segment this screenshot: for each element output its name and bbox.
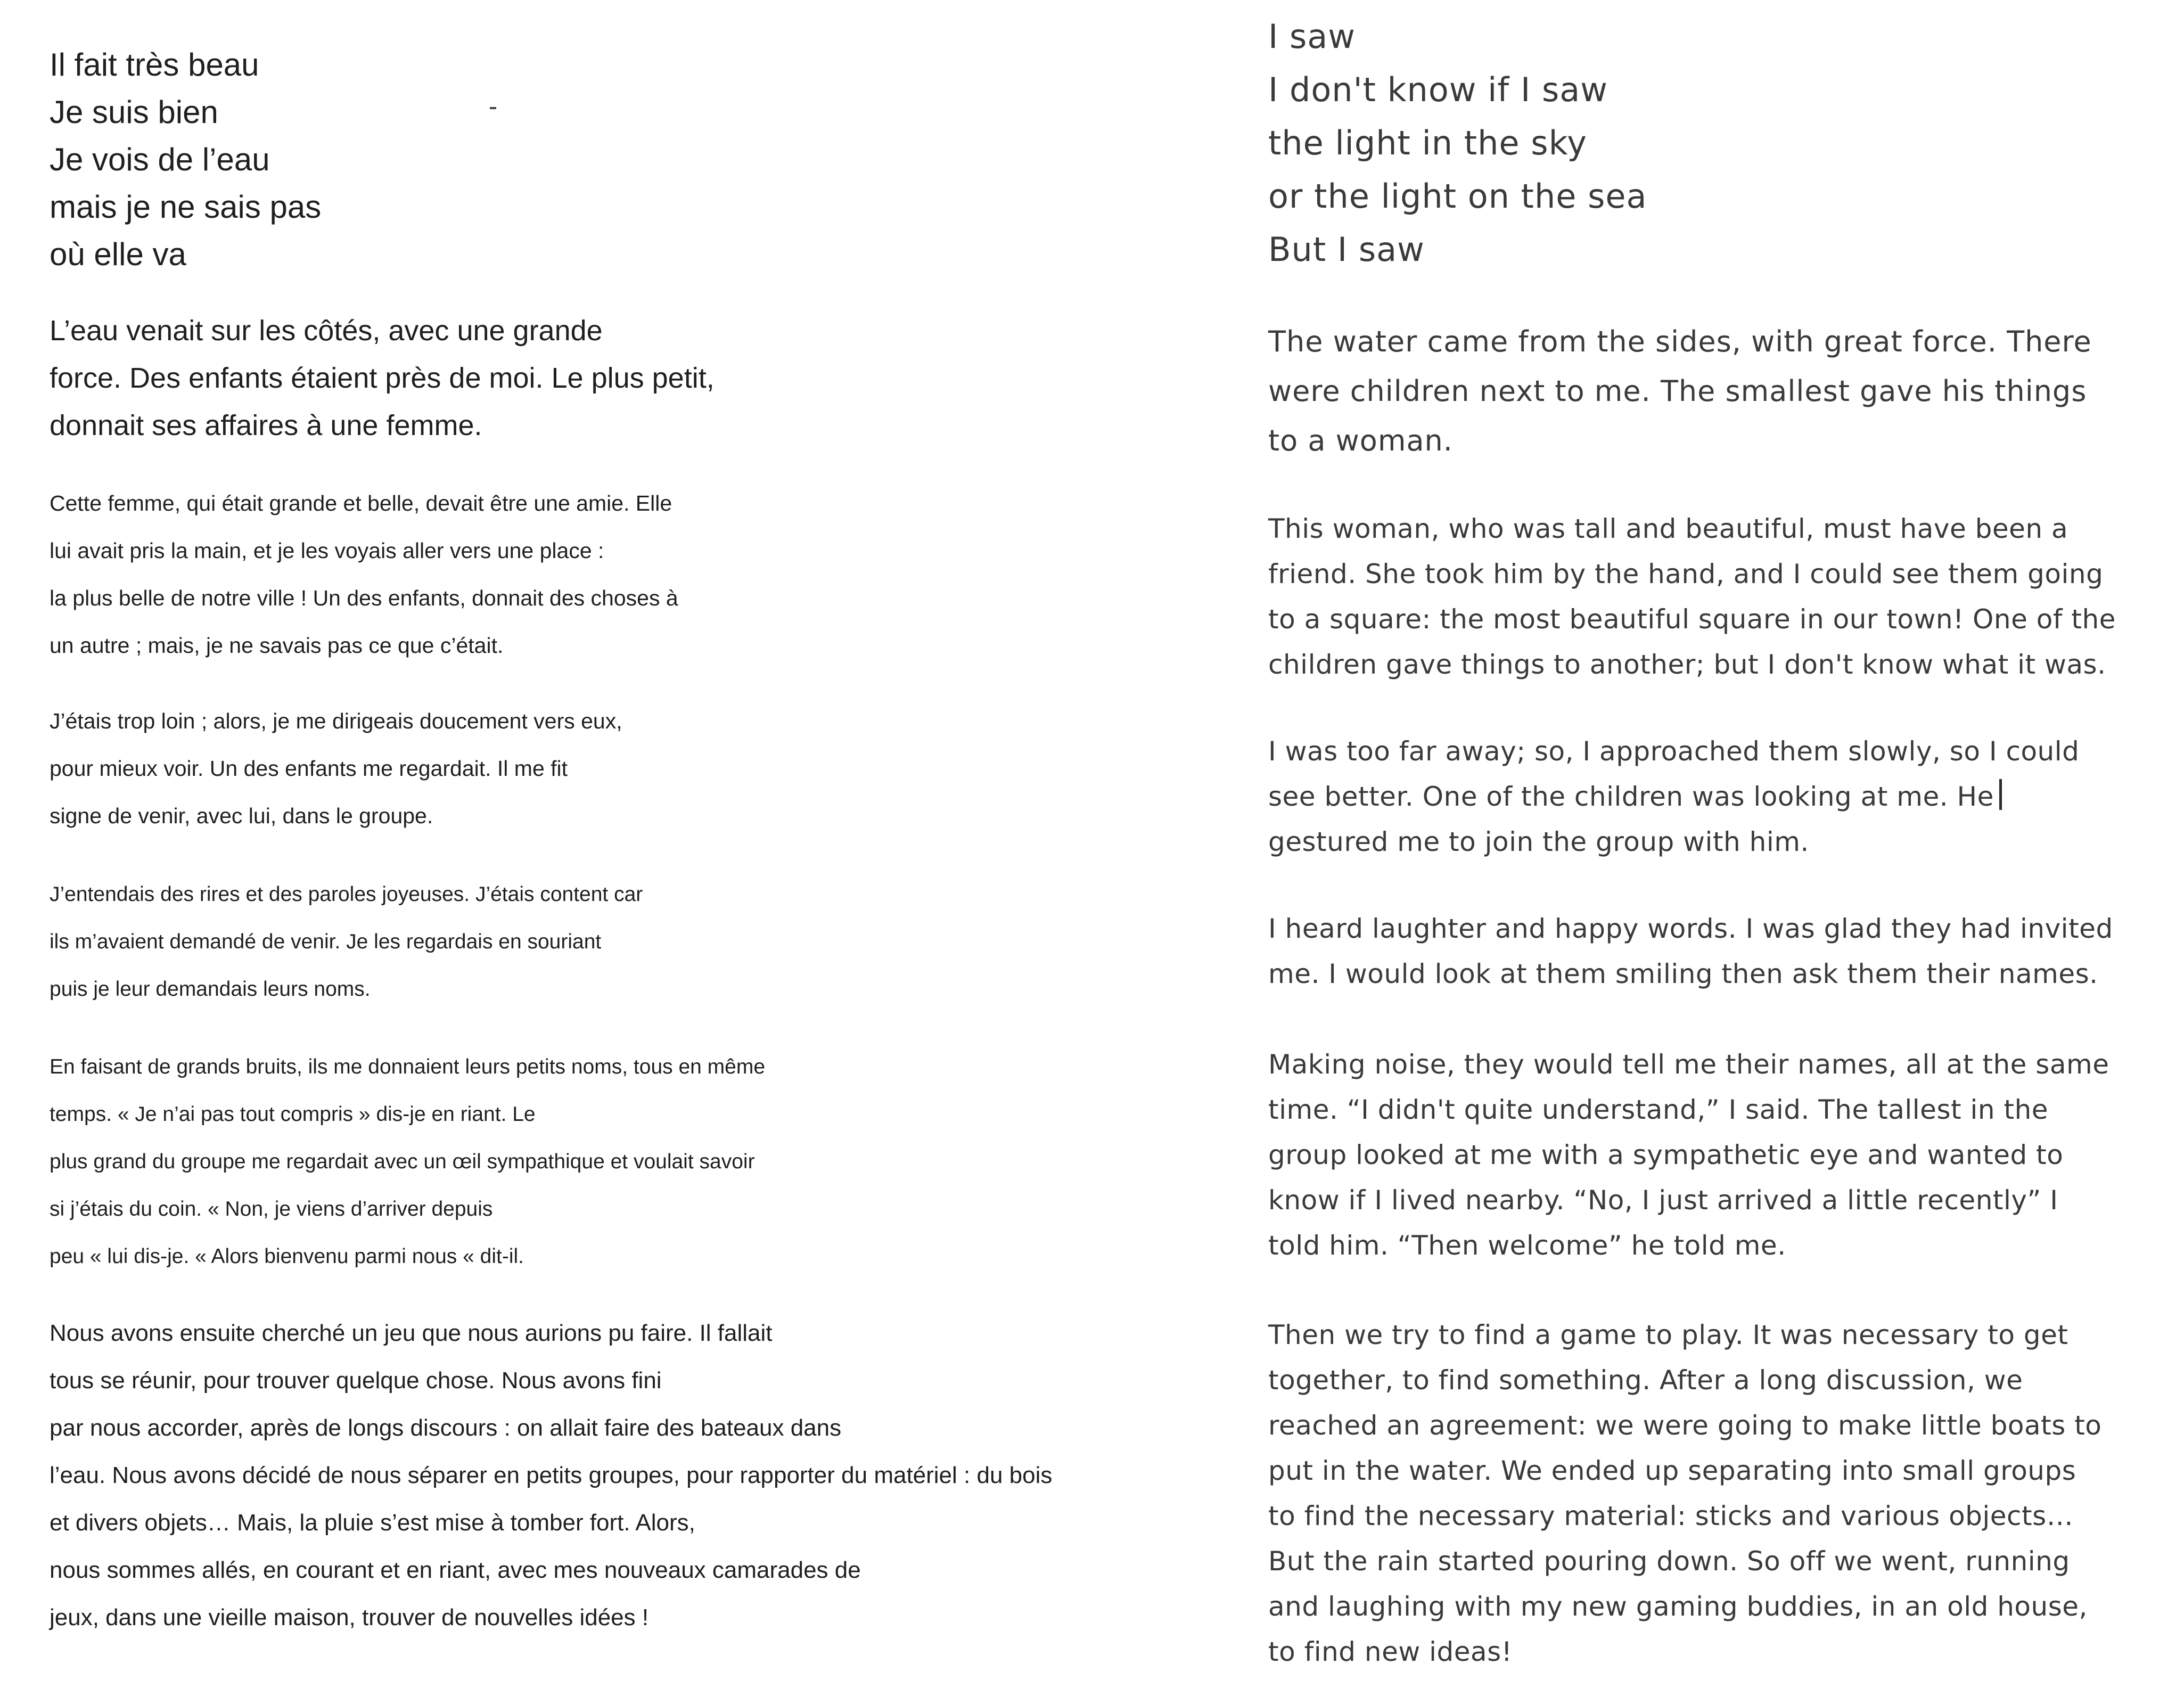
- text-line: En faisant de grands bruits, ils me donnaient leurs petits noms, tous en même: [50, 1055, 766, 1078]
- french-paragraph-5: [50, 1043, 765, 1280]
- english-paragraph-1: [1268, 317, 2092, 465]
- text-line: la plus belle de notre ville ! Un des enfants, donnait des choses à: [50, 586, 678, 610]
- text-line: [1268, 774, 2079, 820]
- text-line: time. “I didn't quite understand,” I said. The tallest in the: [1268, 1094, 2049, 1125]
- text-line: I saw: [1268, 17, 1356, 56]
- text-line: me. I would look at them smiling then ask them their names.: [1268, 958, 2098, 989]
- text-line: si j’étais du coin. « Non, je viens d’arriver depuis: [50, 1198, 493, 1220]
- text-line: puis je leur demandais leurs noms.: [50, 978, 371, 1001]
- text-line: et divers objets… Mais, la pluie s’est mise à tomber fort. Alors,: [50, 1510, 695, 1536]
- text-line: Je suis bien: [50, 94, 218, 130]
- text-line: to a woman.: [1268, 424, 1453, 457]
- text-line: group looked at me with a sympathetic eye and wanted to: [1268, 1140, 2064, 1170]
- text-line: I heard laughter and happy words. I was glad they had invited: [1268, 913, 2113, 944]
- text-line: Cette femme, qui était grande et belle, devait être une amie. Elle: [50, 491, 672, 515]
- text-line: I was too far away; so, I approached them slowly, so I could: [1268, 736, 2080, 767]
- text-line: plus grand du groupe me regardait avec un œil sympathique et voulait savoir: [50, 1150, 755, 1173]
- text-line: force. Des enfants étaient près de moi. Le plus petit,: [50, 362, 715, 394]
- text-line: lui avait pris la main, et je les voyais aller vers une place :: [50, 538, 604, 563]
- text-line: nous sommes allés, en courant et en riant, avec mes nouveaux camarades de: [50, 1557, 861, 1583]
- text-line: un autre ; mais, je ne savais pas ce que c’était.: [50, 633, 504, 658]
- stray-mark: [490, 107, 496, 109]
- text-line: temps. « Je n’ai pas tout compris » dis-je en riant. Le: [50, 1103, 536, 1126]
- text-line: friend. She took him by the hand, and I could see them going: [1268, 559, 2104, 589]
- text-line: to a square: the most beautiful square in our town! One of the: [1268, 604, 2116, 635]
- english-poem: [1268, 10, 1647, 276]
- text-line: or the light on the sea: [1268, 177, 1647, 216]
- french-paragraph-2: [50, 480, 678, 669]
- text-line: pour mieux voir. Un des enfants me regardait. Il me fit: [50, 756, 568, 781]
- text-line: Il fait très beau: [50, 47, 259, 83]
- text-line: know if I lived nearby. “No, I just arrived a little recently” I: [1268, 1185, 2058, 1216]
- text-line: par nous accorder, après de longs discours : on allait faire des bateaux dans: [50, 1415, 842, 1441]
- text-line: to find the necessary material: sticks and various objects…: [1268, 1501, 2074, 1531]
- text-line: ils m’avaient demandé de venir. Je les regardais en souriant: [50, 930, 602, 953]
- text-line: and laughing with my new gaming buddies, in an old house,: [1268, 1591, 2088, 1622]
- text-line: I don't know if I saw: [1268, 70, 1608, 109]
- text-line: signe de venir, avec lui, dans le groupe.: [50, 804, 433, 828]
- text-line: The water came from the sides, with great force. There: [1268, 325, 2092, 358]
- text-line: to find new ideas!: [1268, 1636, 1513, 1667]
- text-line: This woman, who was tall and beautiful, must have been a: [1268, 513, 2068, 544]
- text-line: reached an agreement: we were going to make little boats to: [1268, 1410, 2102, 1441]
- french-paragraph-4: [50, 871, 643, 1013]
- text-line: Making noise, they would tell me their names, all at the same: [1268, 1049, 2109, 1080]
- text-line: But I saw: [1268, 230, 1425, 269]
- text-line: Then we try to find a game to play. It was necessary to get: [1268, 1320, 2068, 1350]
- english-paragraph-3: [1268, 729, 2079, 865]
- french-poem: [50, 41, 321, 278]
- text-line: But the rain started pouring down. So off we went, running: [1268, 1546, 2070, 1577]
- french-paragraph-6: [50, 1309, 1052, 1641]
- text-line: gestured me to join the group with him.: [1268, 826, 1809, 857]
- french-paragraph-1: [50, 307, 715, 449]
- text-line: J’entendais des rires et des paroles joyeuses. J’étais content car: [50, 883, 643, 906]
- english-paragraph-2: [1268, 506, 2116, 687]
- text-line: J’étais trop loin ; alors, je me dirigeais doucement vers eux,: [50, 709, 622, 733]
- text-line: donnait ses affaires à une femme.: [50, 409, 482, 441]
- text-line: tous se réunir, pour trouver quelque chose. Nous avons fini: [50, 1367, 662, 1394]
- english-paragraph-5: [1268, 1042, 2109, 1268]
- text-cursor: [1999, 779, 2002, 810]
- text-line: jeux, dans une vieille maison, trouver de nouvelles idées !: [50, 1604, 649, 1630]
- text-line: told him. “Then welcome” he told me.: [1268, 1230, 1786, 1261]
- text-line: children gave things to another; but I don't know what it was.: [1268, 649, 2106, 680]
- text-line: Nous avons ensuite cherché un jeu que nous aurions pu faire. Il fallait: [50, 1320, 773, 1346]
- text-line: L’eau venait sur les côtés, avec une grande: [50, 315, 603, 347]
- english-paragraph-6: [1268, 1313, 2101, 1675]
- text-line: peu « lui dis-je. « Alors bienvenu parmi nous « dit-il.: [50, 1245, 524, 1268]
- text-line: together, to find something. After a long discussion, we: [1268, 1365, 2023, 1396]
- text-line: were children next to me. The smallest gave his things: [1268, 374, 2087, 408]
- text-line: the light in the sky: [1268, 124, 1587, 162]
- text-line: l’eau. Nous avons décidé de nous séparer en petits groupes, pour rapporter du matériel : du bois: [50, 1462, 1053, 1488]
- text-line: put in the water. We ended up separating into small groups: [1268, 1455, 2076, 1486]
- french-paragraph-3: [50, 698, 622, 840]
- text-line: Je vois de l’eau: [50, 142, 270, 177]
- text-line: mais je ne sais pas: [50, 189, 322, 225]
- text-line-content: see better. One of the children was looking at me. He: [1268, 781, 1994, 812]
- english-paragraph-4: [1268, 906, 2113, 997]
- text-line: où elle va: [50, 236, 186, 272]
